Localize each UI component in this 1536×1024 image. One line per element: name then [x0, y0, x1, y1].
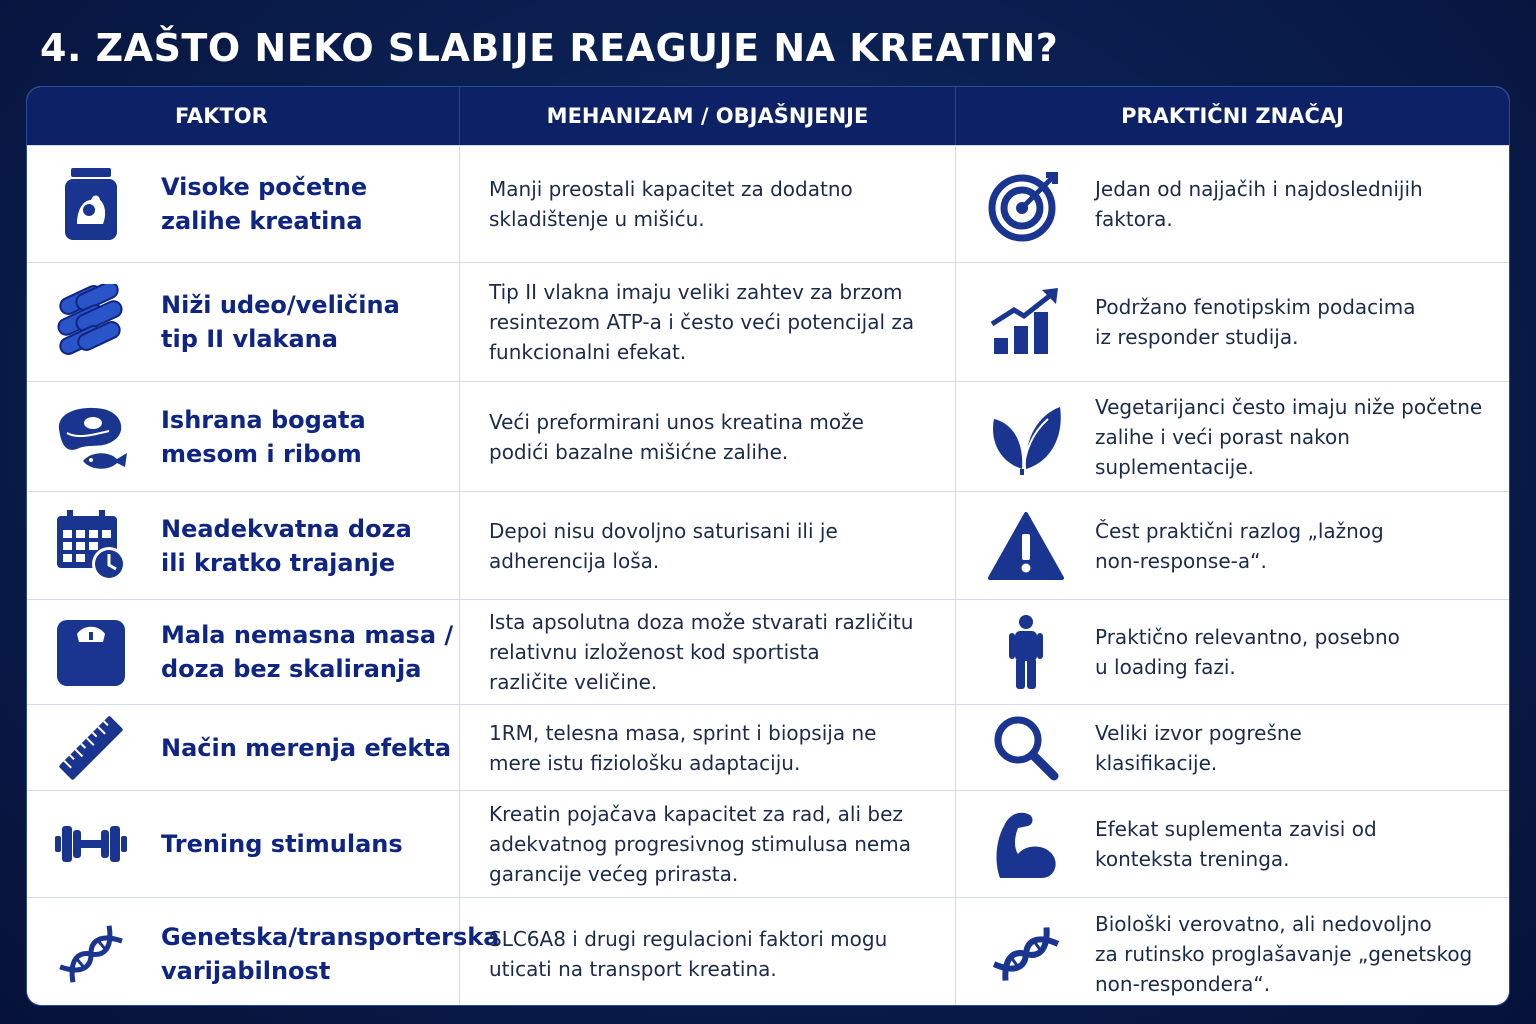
factor-label: Neadekvatna doza ili kratko trajanje [161, 514, 412, 577]
ruler-icon [53, 710, 129, 786]
header-mehanizam: MEHANIZAM / OBJAŠNJENJE [460, 87, 956, 145]
practical-cell [956, 492, 1509, 599]
factor-label: Niži udeo/veličina tip II vlakana [161, 291, 400, 353]
factor-cell [27, 898, 500, 1005]
mechanism-cell [460, 705, 956, 790]
practical-cell [956, 600, 1509, 704]
header-prakticni-znacaj: PRAKTIČNI ZNAČAJ [1121, 104, 1344, 128]
header-faktor: FAKTOR [27, 87, 460, 145]
practical-text: Vegetarijanci često imaju niže početne zalihe i veći porast nakon suplementacije. [1095, 394, 1483, 479]
dumbbell-icon [53, 806, 129, 882]
factor-label: Mala nemasna masa / doza bez skaliranja [161, 621, 454, 683]
dna-icon [988, 916, 1064, 992]
person-icon [988, 614, 1064, 690]
practical-text: Veliki izvor pogrešne klasifikacije. [1095, 720, 1302, 775]
dna-icon [53, 916, 129, 992]
factor-cell [27, 492, 460, 599]
table-row [27, 790, 1509, 897]
table-row [27, 704, 1509, 790]
mechanism-text: Ista apsolutna doza može stvarati različitu relativnu izloženost kod sportista različite veličine. [489, 610, 914, 694]
practical-text: Jedan od najjačih i najdoslednijih faktora. [1095, 177, 1423, 231]
factor-cell [27, 705, 460, 790]
factor-cell [27, 146, 460, 262]
factor-label: Genetska/transporterska varijabilnost [161, 923, 500, 985]
factor-label: Ishrana bogata mesom i ribom [161, 405, 366, 468]
mechanism-cell [460, 898, 956, 1005]
magnifier-icon [988, 710, 1064, 786]
muscle-fibers-icon [53, 284, 129, 360]
practical-cell [956, 382, 1509, 491]
scale-icon [53, 614, 129, 690]
practical-cell [956, 791, 1509, 897]
mechanism-text: Manji preostali kapacitet za dodatno skladištenje u mišiću. [489, 177, 853, 231]
mechanism-text: SLC6A8 i drugi regulacioni faktori mogu uticati na transport kreatina. [489, 927, 888, 981]
practical-text: Efekat suplementa zavisi od konteksta treninga. [1095, 817, 1377, 871]
leaf-icon [988, 399, 1064, 475]
factors-table [27, 87, 1509, 1005]
page-title: 4. ZAŠTO NEKO SLABIJE REAGUJE NA KREATIN? [40, 26, 1059, 70]
growth-chart-icon [988, 284, 1064, 360]
factor-cell [27, 382, 460, 491]
mechanism-cell [460, 146, 956, 262]
practical-text: Praktično relevantno, posebno u loading fazi. [1095, 625, 1400, 679]
mechanism-text: Kreatin pojačava kapacitet za rad, ali bez adekvatnog progresivnog stimulusa nema garancije većeg prirasta. [489, 802, 911, 886]
factor-cell [27, 791, 460, 897]
mechanism-text: Veći preformirani unos kreatina može podići bazalne mišićne zalihe. [489, 409, 864, 464]
table-row [27, 897, 1509, 1005]
meat-fish-icon [53, 399, 129, 475]
mechanism-cell [460, 382, 956, 491]
practical-cell [956, 705, 1509, 790]
mechanism-cell [460, 263, 956, 381]
practical-cell [956, 263, 1509, 381]
practical-text: Podržano fenotipskim podacima iz responder studija. [1095, 295, 1416, 349]
practical-cell [956, 898, 1509, 1005]
calendar-clock-icon [53, 508, 129, 584]
factor-cell [27, 600, 460, 704]
factor-cell [27, 263, 460, 381]
table-header [27, 87, 1509, 145]
table-row [27, 599, 1509, 704]
table-row [27, 145, 1509, 262]
mechanism-text: Depoi nisu dovoljno saturisani ili je adherencija loša. [489, 518, 838, 573]
factor-label: Način merenja efekta [161, 733, 452, 762]
flexed-arm-icon [988, 806, 1064, 882]
table-row [27, 381, 1509, 491]
practical-text: Čest praktični razlog „lažnog non-response-a“. [1095, 518, 1384, 573]
warning-icon [988, 508, 1064, 584]
factor-label: Trening stimulans [161, 830, 403, 858]
mechanism-text: 1RM, telesna masa, sprint i biopsija ne mere istu fiziološku adaptaciju. [489, 720, 877, 775]
mechanism-text: Tip II vlakna imaju veliki zahtev za brzom resintezom ATP-a i često veći potencijal za funkcionalni efekat. [489, 280, 915, 364]
table-row [27, 262, 1509, 381]
supplement-jar-icon [53, 166, 129, 242]
mechanism-cell [460, 791, 956, 897]
practical-text: Biološki verovatno, ali nedovoljno za rutinsko proglašavanje „genetskog non-respondera“. [1095, 912, 1473, 996]
factor-label: Visoke početne zalihe kreatina [161, 173, 368, 235]
target-icon [988, 166, 1064, 242]
mechanism-cell [460, 600, 956, 704]
practical-cell [956, 146, 1509, 262]
table-row [27, 491, 1509, 599]
mechanism-cell [460, 492, 956, 599]
